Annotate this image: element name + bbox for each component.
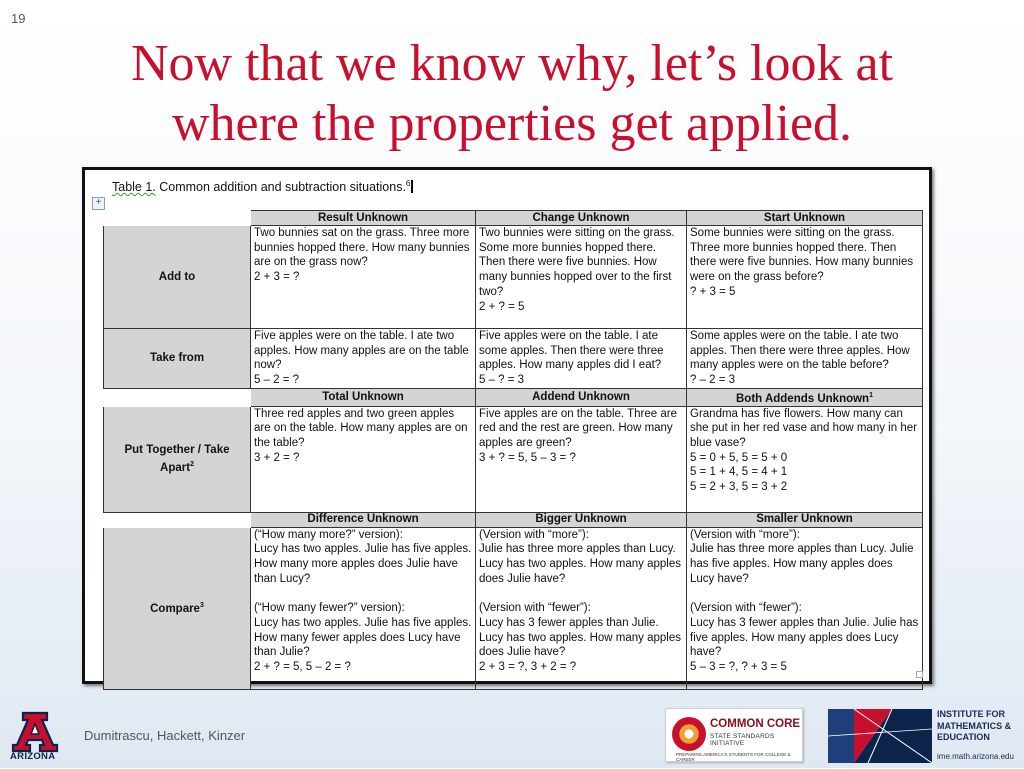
column-header-footnote: 1 (869, 391, 873, 399)
common-core-emblem-icon (672, 717, 706, 751)
institute-name (937, 709, 1011, 744)
table-header-blank-cell (104, 388, 251, 406)
table-caption (112, 179, 413, 194)
column-header-label: Both Addends Unknown (736, 392, 870, 405)
table-cell (251, 329, 476, 389)
table-column-header (476, 388, 687, 406)
column-header-label: Addend Unknown (532, 390, 630, 403)
column-header-label: Bigger Unknown (535, 513, 627, 526)
table-column-header (251, 512, 476, 527)
table-row (104, 527, 923, 689)
table-resize-handle-icon[interactable] (916, 671, 923, 678)
row-label-footnote: 2 (190, 460, 194, 468)
table-row (104, 406, 923, 512)
situation-text: Two bunnies were sitting on the grass. Some more bunnies hopped there. Then there were five bunnies. How many bunnies hopped over to the first two? 2 + ? = 5 (479, 227, 675, 313)
table-cell (687, 527, 923, 689)
table-cell (476, 527, 687, 689)
table-column-header (687, 512, 923, 527)
table-caption-text: Common addition and subtraction situations. (155, 180, 406, 195)
row-label-cell (104, 226, 251, 329)
table-cell (251, 226, 476, 329)
column-header-label: Change Unknown (532, 211, 630, 224)
table-header-row (104, 211, 923, 226)
row-label-cell (104, 527, 251, 689)
situation-text: (Version with “more”): Julie has three more apples than Lucy. Julie has five apples. How many apples does Lucy have? (Version with “fewer”): Lucy has 3 fewer apples than Julie. Julie has five apples. How many apples does Lucy have? 5 – 3 = ?, ? + 3 = 5 (690, 528, 919, 673)
row-label: Take from (149, 352, 205, 365)
table-cell (251, 527, 476, 689)
table-header-row (104, 388, 923, 406)
column-header-label: Smaller Unknown (756, 513, 853, 526)
column-header-label: Difference Unknown (307, 513, 419, 526)
slide-title-line-2: where the properties get applied. (171, 95, 853, 152)
institute-url: ime.math.arizona.edu (937, 752, 1014, 761)
embedded-table-image (82, 167, 932, 684)
row-label-cell (104, 406, 251, 512)
situations-table (103, 210, 923, 690)
institute-name-line-1: INSTITUTE FOR (937, 709, 1005, 719)
institute-geometric-logo-icon (828, 709, 932, 763)
table-caption-footnote: 6 (405, 179, 411, 188)
common-core-wordmark: COMMON CORE (710, 718, 801, 730)
row-label: Compare (150, 603, 200, 616)
slide-number: 19 (11, 11, 26, 26)
situation-text: Five apples are on the table. Three are red and the rest are green. How many apples are green? 3 + ? = 5, 5 – 3 = ? (479, 407, 677, 464)
situation-text: (“How many more?” version): Lucy has two apples. Julie has five apples. How many more apples does Julie have than Lucy? (“How many fewer?” version): Lucy has two apples. Julie has five apples. How many fewer apples does Lucy have than Julie? 2 + ? = 5, 5 – 2 = ? (254, 528, 472, 673)
situation-text: Some apples were on the table. I ate two apples. Then there were three apples. How many apples were on the table before? ? – 2 = 3 (690, 330, 910, 387)
common-core-logo (665, 708, 803, 762)
text-cursor (411, 180, 413, 193)
table-column-header (687, 388, 923, 406)
column-header-label: Result Unknown (317, 211, 409, 224)
situation-text: Some bunnies were sitting on the grass. Three more bunnies hopped there. Then there were five bunnies. How many bunnies were on the grass before? ? + 3 = 5 (690, 227, 914, 298)
arizona-wordmark: ARIZONA (10, 751, 56, 762)
table-header-blank-cell (104, 211, 251, 226)
row-label: Add to (158, 270, 196, 283)
table-cell (251, 406, 476, 512)
situation-text: Two bunnies sat on the grass. Three more bunnies hopped there. How many bunnies are on the grass now? 2 + 3 = ? (254, 227, 470, 284)
table-cell (687, 329, 923, 389)
table-header-blank-cell (104, 512, 251, 527)
table-column-header (476, 512, 687, 527)
situation-text: Grandma has five flowers. How many can she put in her red vase and how many in her blue vase? 5 = 0 + 5, 5 = 5 + 0 5 = 1 + 4, 5 = 4 + 1 5 = 2 + 3, 5 = 3 + 2 (690, 407, 917, 494)
common-core-subtitle: STATE STANDARDS INITIATIVE (710, 733, 775, 747)
common-core-tagline: PREPARING AMERICA'S STUDENTS FOR COLLEGE & CAREER (676, 752, 791, 762)
footer-authors: Dumitrascu, Hackett, Kinzer (84, 728, 246, 743)
table-cell (687, 226, 923, 329)
university-of-arizona-logo (9, 709, 61, 764)
situation-text: Five apples were on the table. I ate two apples. How many apples are on the table now? 5 – 2 = ? (254, 330, 469, 387)
row-label: Put Together / Take Apart (124, 444, 230, 474)
table-row (104, 329, 923, 389)
table-caption-prefix: Table 1. (112, 180, 156, 195)
table-cell (476, 226, 687, 329)
table-column-header (251, 388, 476, 406)
table-column-header (476, 211, 687, 226)
slide-title-line-1: Now that we know why, let’s look at (130, 35, 894, 92)
table-row (104, 226, 923, 329)
table-cell (476, 329, 687, 389)
table-column-header (687, 211, 923, 226)
situation-text: (Version with “more”): Julie has three more apples than Lucy. Lucy has two apples. How many apples does Julie have? (Version with “fewer”): Lucy has 3 fewer apples than Julie. Lucy has two apples. How many apples does Julie have? 2 + 3 = ?, 3 + 2 = ? (479, 528, 681, 673)
table-header-row (104, 512, 923, 527)
table-cell (476, 406, 687, 512)
table-column-header (251, 211, 476, 226)
table-move-handle-icon[interactable]: + (92, 197, 105, 210)
row-label-footnote: 3 (199, 602, 204, 610)
situation-text: Three red apples and two green apples are on the table. How many apples are on the table? 3 + 2 = ? (254, 407, 468, 464)
situation-text: Five apples were on the table. I ate some apples. Then there were three apples. How many apples did I eat? 5 – ? = 3 (479, 330, 664, 387)
column-header-label: Start Unknown (763, 211, 846, 224)
table-cell (687, 406, 923, 512)
institute-name-line-2: MATHEMATICS & (937, 720, 1012, 731)
slide-title (0, 34, 1024, 154)
institute-name-line-3: EDUCATION (937, 732, 990, 742)
column-header-label: Total Unknown (322, 390, 404, 403)
row-label-cell (104, 329, 251, 389)
